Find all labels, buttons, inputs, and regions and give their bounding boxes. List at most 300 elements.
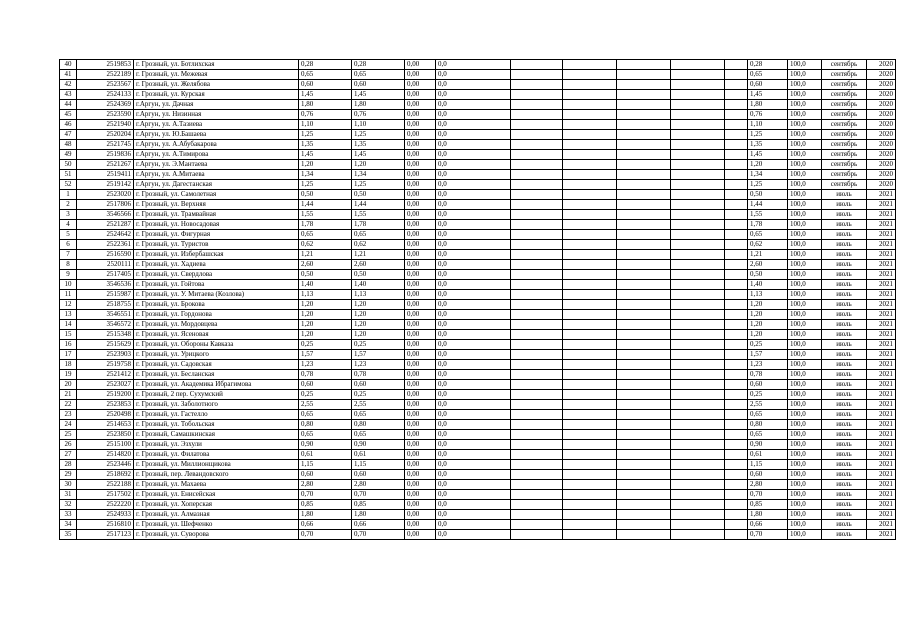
address-cell: г. Грозный, ул. Академика Ибрагимова [134,380,299,390]
account-number-cell: 3546566 [77,210,134,220]
address-cell: г. Грозный, ул. Свердлова [134,270,299,280]
month-cell: сентябрь [822,170,867,180]
percent-remaining-cell: 0,0 [436,390,511,400]
month-cell: сентябрь [822,60,867,70]
table-row [60,380,896,390]
value-remaining-cell: 0,00 [405,120,436,130]
value-done-cell: 0,60 [352,470,405,480]
month-cell: сентябрь [822,180,867,190]
value-done-cell: 2,80 [352,480,405,490]
year-cell: 2021 [867,390,896,400]
percent-remaining-cell: 0,0 [436,70,511,80]
value-remaining-cell: 0,00 [405,440,436,450]
empty-col-10-cell [617,290,671,300]
value-total-cell: 1,10 [299,120,352,130]
empty-col-10-cell [617,80,671,90]
value-final-cell: 1,78 [748,220,788,230]
empty-col-12-cell [725,150,748,160]
value-done-cell: 1,23 [352,360,405,370]
row-number-cell: 4 [60,220,77,230]
percent-remaining-cell: 0,0 [436,190,511,200]
table-row [60,180,896,190]
year-cell: 2021 [867,400,896,410]
address-cell: г. Грозный, Самашкинская [134,430,299,440]
value-done-cell: 1,25 [352,180,405,190]
empty-col-12-cell [725,110,748,120]
value-done-cell: 1,55 [352,210,405,220]
table-row [60,400,896,410]
percent-complete-cell: 100,0 [788,90,822,100]
table-row [60,140,896,150]
percent-remaining-cell: 0,0 [436,260,511,270]
value-final-cell: 1,57 [748,350,788,360]
percent-complete-cell: 100,0 [788,350,822,360]
percent-complete-cell: 100,0 [788,390,822,400]
address-cell: г. Грозный, ул. Межевая [134,70,299,80]
table-row [60,420,896,430]
empty-col-11-cell [671,510,725,520]
value-final-cell: 1,20 [748,160,788,170]
value-remaining-cell: 0,00 [405,330,436,340]
row-number-cell: 28 [60,460,77,470]
value-remaining-cell: 0,00 [405,450,436,460]
table-row [60,230,896,240]
value-done-cell: 2,60 [352,260,405,270]
value-done-cell: 1,20 [352,300,405,310]
table-row [60,390,896,400]
value-done-cell: 1,35 [352,140,405,150]
empty-col-12-cell [725,270,748,280]
empty-col-9-cell [563,290,617,300]
empty-col-10-cell [617,500,671,510]
address-cell: г. Грозный, ул. Новосадовая [134,220,299,230]
percent-remaining-cell: 0,0 [436,320,511,330]
empty-col-12-cell [725,440,748,450]
value-final-cell: 1,45 [748,150,788,160]
empty-col-9-cell [563,500,617,510]
row-number-cell: 10 [60,280,77,290]
empty-col-10-cell [617,410,671,420]
row-number-cell: 5 [60,230,77,240]
percent-complete-cell: 100,0 [788,70,822,80]
address-cell: г. Грозный, ул. Самолетная [134,190,299,200]
value-remaining-cell: 0,00 [405,240,436,250]
account-number-cell: 2521267 [77,160,134,170]
value-final-cell: 1,20 [748,310,788,320]
account-number-cell: 2524133 [77,90,134,100]
value-final-cell: 1,44 [748,200,788,210]
value-remaining-cell: 0,00 [405,280,436,290]
value-total-cell: 1,20 [299,160,352,170]
month-cell: июль [822,410,867,420]
value-final-cell: 0,25 [748,390,788,400]
empty-col-8-cell [511,210,563,220]
value-remaining-cell: 0,00 [405,380,436,390]
address-cell: г. Грозный, 2 пер. Сухумский [134,390,299,400]
value-final-cell: 1,20 [748,320,788,330]
value-final-cell: 2,60 [748,260,788,270]
value-remaining-cell: 0,00 [405,370,436,380]
row-number-cell: 23 [60,410,77,420]
empty-col-9-cell [563,250,617,260]
table-row [60,130,896,140]
empty-col-11-cell [671,350,725,360]
empty-col-12-cell [725,190,748,200]
value-remaining-cell: 0,00 [405,530,436,540]
percent-complete-cell: 100,0 [788,100,822,110]
empty-col-9-cell [563,200,617,210]
percent-remaining-cell: 0,0 [436,80,511,90]
row-number-cell: 44 [60,100,77,110]
table-row [60,470,896,480]
value-done-cell: 1,25 [352,130,405,140]
percent-remaining-cell: 0,0 [436,180,511,190]
value-total-cell: 0,62 [299,240,352,250]
year-cell: 2021 [867,270,896,280]
row-number-cell: 24 [60,420,77,430]
address-cell: г.Аргун, ул. А.Митаева [134,170,299,180]
empty-col-9-cell [563,130,617,140]
address-cell: г.Аргун, ул. А.Абубакарова [134,140,299,150]
value-done-cell: 0,66 [352,520,405,530]
empty-col-8-cell [511,430,563,440]
percent-complete-cell: 100,0 [788,360,822,370]
account-number-cell: 2514820 [77,450,134,460]
percent-remaining-cell: 0,0 [436,400,511,410]
address-cell: г. Грозный, ул. Курская [134,90,299,100]
percent-complete-cell: 100,0 [788,530,822,540]
account-number-cell: 2520204 [77,130,134,140]
percent-remaining-cell: 0,0 [436,500,511,510]
value-remaining-cell: 0,00 [405,500,436,510]
empty-col-8-cell [511,320,563,330]
account-number-cell: 2522189 [77,70,134,80]
value-total-cell: 0,65 [299,410,352,420]
empty-col-10-cell [617,90,671,100]
value-total-cell: 0,60 [299,380,352,390]
percent-remaining-cell: 0,0 [436,100,511,110]
empty-col-10-cell [617,390,671,400]
empty-col-10-cell [617,110,671,120]
account-number-cell: 2516810 [77,520,134,530]
value-remaining-cell: 0,00 [405,220,436,230]
row-number-cell: 32 [60,500,77,510]
empty-col-12-cell [725,250,748,260]
value-final-cell: 1,45 [748,90,788,100]
value-final-cell: 1,40 [748,280,788,290]
empty-col-11-cell [671,420,725,430]
table-row [60,120,896,130]
row-number-cell: 42 [60,80,77,90]
empty-col-9-cell [563,120,617,130]
account-number-cell: 2516590 [77,250,134,260]
empty-col-8-cell [511,170,563,180]
empty-col-9-cell [563,90,617,100]
empty-col-9-cell [563,330,617,340]
empty-col-8-cell [511,510,563,520]
value-remaining-cell: 0,00 [405,480,436,490]
month-cell: июль [822,190,867,200]
year-cell: 2021 [867,250,896,260]
value-final-cell: 0,25 [748,340,788,350]
value-total-cell: 1,15 [299,460,352,470]
percent-complete-cell: 100,0 [788,220,822,230]
value-done-cell: 0,25 [352,340,405,350]
empty-col-8-cell [511,80,563,90]
value-done-cell: 1,34 [352,170,405,180]
month-cell: сентябрь [822,160,867,170]
percent-remaining-cell: 0,0 [436,460,511,470]
empty-col-12-cell [725,350,748,360]
value-final-cell: 1,15 [748,460,788,470]
value-done-cell: 0,65 [352,430,405,440]
year-cell: 2021 [867,490,896,500]
value-total-cell: 2,55 [299,400,352,410]
value-total-cell: 1,21 [299,250,352,260]
address-cell: г.Аргун, ул. А.Тимирова [134,150,299,160]
value-remaining-cell: 0,00 [405,110,436,120]
empty-col-12-cell [725,230,748,240]
year-cell: 2020 [867,180,896,190]
empty-col-10-cell [617,270,671,280]
value-total-cell: 0,70 [299,530,352,540]
percent-remaining-cell: 0,0 [436,410,511,420]
value-done-cell: 1,40 [352,280,405,290]
month-cell: сентябрь [822,110,867,120]
value-final-cell: 0,65 [748,230,788,240]
row-number-cell: 12 [60,300,77,310]
empty-col-8-cell [511,110,563,120]
account-number-cell: 2517123 [77,530,134,540]
month-cell: сентябрь [822,80,867,90]
year-cell: 2020 [867,90,896,100]
table-row [60,320,896,330]
value-done-cell: 0,76 [352,110,405,120]
value-total-cell: 0,50 [299,270,352,280]
address-cell: г. Грозный, ул. Мордовцева [134,320,299,330]
empty-col-9-cell [563,460,617,470]
empty-col-9-cell [563,220,617,230]
empty-col-10-cell [617,420,671,430]
empty-col-11-cell [671,330,725,340]
month-cell: июль [822,320,867,330]
percent-remaining-cell: 0,0 [436,60,511,70]
row-number-cell: 8 [60,260,77,270]
empty-col-9-cell [563,340,617,350]
empty-col-11-cell [671,340,725,350]
empty-col-8-cell [511,270,563,280]
value-done-cell: 1,21 [352,250,405,260]
percent-remaining-cell: 0,0 [436,370,511,380]
account-number-cell: 2515348 [77,330,134,340]
percent-complete-cell: 100,0 [788,500,822,510]
value-final-cell: 1,23 [748,360,788,370]
value-total-cell: 0,76 [299,110,352,120]
empty-col-8-cell [511,180,563,190]
empty-col-10-cell [617,340,671,350]
empty-col-10-cell [617,150,671,160]
month-cell: июль [822,390,867,400]
value-done-cell: 0,65 [352,410,405,420]
value-total-cell: 1,25 [299,180,352,190]
empty-col-9-cell [563,270,617,280]
empty-col-9-cell [563,320,617,330]
value-total-cell: 1,80 [299,510,352,520]
month-cell: июль [822,510,867,520]
empty-col-9-cell [563,470,617,480]
address-cell: г. Грозный, ул. Избербашская [134,250,299,260]
year-cell: 2021 [867,460,896,470]
empty-col-9-cell [563,510,617,520]
value-done-cell: 2,55 [352,400,405,410]
value-done-cell: 0,60 [352,380,405,390]
empty-col-9-cell [563,60,617,70]
value-done-cell: 0,90 [352,440,405,450]
empty-col-12-cell [725,170,748,180]
empty-col-9-cell [563,230,617,240]
percent-remaining-cell: 0,0 [436,250,511,260]
account-number-cell: 2523853 [77,400,134,410]
percent-remaining-cell: 0,0 [436,280,511,290]
account-number-cell: 2523020 [77,190,134,200]
empty-col-9-cell [563,440,617,450]
percent-remaining-cell: 0,0 [436,420,511,430]
value-total-cell: 0,78 [299,370,352,380]
value-done-cell: 0,78 [352,370,405,380]
empty-col-11-cell [671,120,725,130]
month-cell: июль [822,500,867,510]
address-cell: г. Грозный, ул. Шефченко [134,520,299,530]
percent-remaining-cell: 0,0 [436,330,511,340]
empty-col-12-cell [725,490,748,500]
empty-col-10-cell [617,490,671,500]
month-cell: июль [822,350,867,360]
address-cell: г. Грозный, ул. Заболотного [134,400,299,410]
address-cell: г. Грозный, ул. Хадиева [134,260,299,270]
empty-col-11-cell [671,130,725,140]
empty-col-8-cell [511,530,563,540]
value-done-cell: 1,20 [352,330,405,340]
empty-col-9-cell [563,240,617,250]
table-row [60,270,896,280]
account-number-cell: 2521745 [77,140,134,150]
empty-col-8-cell [511,160,563,170]
empty-col-8-cell [511,140,563,150]
value-done-cell: 1,45 [352,150,405,160]
address-cell: г. Грозный, ул. Филатова [134,450,299,460]
empty-col-8-cell [511,100,563,110]
account-number-cell: 2519142 [77,180,134,190]
empty-col-11-cell [671,250,725,260]
year-cell: 2021 [867,210,896,220]
empty-col-11-cell [671,460,725,470]
empty-col-9-cell [563,300,617,310]
empty-col-8-cell [511,350,563,360]
row-number-cell: 50 [60,160,77,170]
account-number-cell: 2518755 [77,300,134,310]
percent-complete-cell: 100,0 [788,290,822,300]
value-total-cell: 1,57 [299,350,352,360]
value-remaining-cell: 0,00 [405,250,436,260]
address-cell: г.Аргун, ул. Дагестанская [134,180,299,190]
account-number-cell: 2519411 [77,170,134,180]
empty-col-10-cell [617,220,671,230]
percent-remaining-cell: 0,0 [436,140,511,150]
percent-remaining-cell: 0,0 [436,130,511,140]
empty-col-9-cell [563,150,617,160]
empty-col-11-cell [671,400,725,410]
empty-col-9-cell [563,480,617,490]
percent-remaining-cell: 0,0 [436,340,511,350]
value-remaining-cell: 0,00 [405,300,436,310]
value-remaining-cell: 0,00 [405,200,436,210]
percent-remaining-cell: 0,0 [436,470,511,480]
address-cell: г. Грозный, ул. Гордонова [134,310,299,320]
empty-col-11-cell [671,500,725,510]
year-cell: 2021 [867,240,896,250]
row-number-cell: 45 [60,110,77,120]
table-row [60,100,896,110]
empty-col-10-cell [617,170,671,180]
value-final-cell: 0,70 [748,530,788,540]
year-cell: 2021 [867,290,896,300]
empty-col-8-cell [511,390,563,400]
percent-complete-cell: 100,0 [788,240,822,250]
month-cell: июль [822,200,867,210]
empty-col-12-cell [725,310,748,320]
value-final-cell: 0,61 [748,450,788,460]
empty-col-9-cell [563,70,617,80]
account-number-cell: 2523446 [77,460,134,470]
year-cell: 2020 [867,130,896,140]
value-final-cell: 1,13 [748,290,788,300]
empty-col-11-cell [671,290,725,300]
value-final-cell: 0,28 [748,60,788,70]
empty-col-11-cell [671,480,725,490]
empty-col-12-cell [725,300,748,310]
value-remaining-cell: 0,00 [405,100,436,110]
month-cell: июль [822,270,867,280]
value-final-cell: 1,10 [748,120,788,130]
month-cell: сентябрь [822,120,867,130]
value-total-cell: 0,60 [299,80,352,90]
month-cell: июль [822,360,867,370]
row-number-cell: 29 [60,470,77,480]
percent-remaining-cell: 0,0 [436,380,511,390]
account-number-cell: 2514653 [77,420,134,430]
row-number-cell: 18 [60,360,77,370]
table-row [60,310,896,320]
account-number-cell: 2518692 [77,470,134,480]
percent-complete-cell: 100,0 [788,380,822,390]
empty-col-8-cell [511,290,563,300]
table-row [60,260,896,270]
row-number-cell: 31 [60,490,77,500]
value-total-cell: 1,13 [299,290,352,300]
percent-remaining-cell: 0,0 [436,120,511,130]
value-final-cell: 0,90 [748,440,788,450]
row-number-cell: 26 [60,440,77,450]
table-row [60,210,896,220]
row-number-cell: 17 [60,350,77,360]
account-number-cell: 2519758 [77,360,134,370]
value-remaining-cell: 0,00 [405,210,436,220]
empty-col-8-cell [511,330,563,340]
empty-col-12-cell [725,330,748,340]
empty-col-8-cell [511,470,563,480]
percent-remaining-cell: 0,0 [436,310,511,320]
percent-remaining-cell: 0,0 [436,240,511,250]
